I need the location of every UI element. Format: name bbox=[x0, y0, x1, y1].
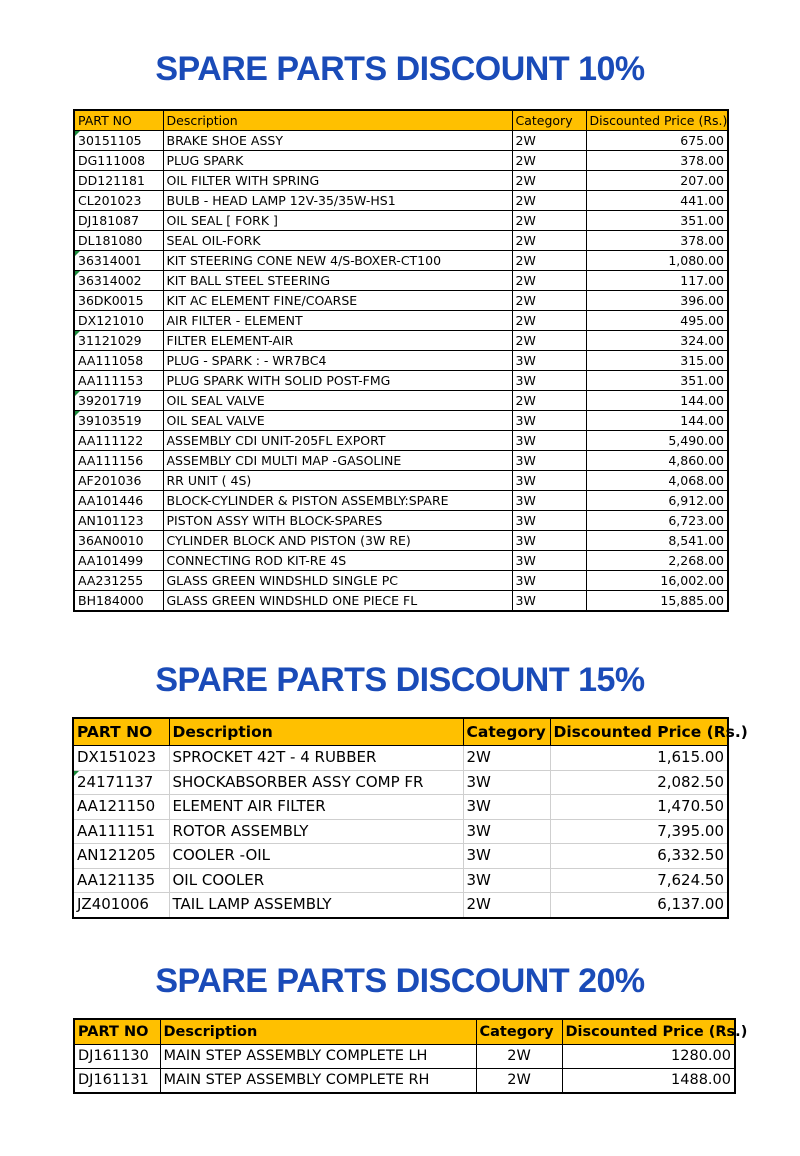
table-row bbox=[74, 431, 728, 451]
part-no-cell: AF201036 bbox=[74, 471, 163, 491]
description-cell: MAIN STEP ASSEMBLY COMPLETE LH bbox=[160, 1045, 476, 1069]
price-cell: 6,332.50 bbox=[550, 844, 728, 869]
header-price: Discounted Price (Rs.) bbox=[550, 718, 728, 746]
description-cell: PLUG - SPARK : - WR7BC4 bbox=[163, 351, 512, 371]
description-cell: AIR FILTER - ELEMENT bbox=[163, 311, 512, 331]
table-row bbox=[74, 251, 728, 271]
table-row bbox=[74, 351, 728, 371]
price-cell: 7,624.50 bbox=[550, 868, 728, 893]
price-cell: 117.00 bbox=[586, 271, 728, 291]
description-cell: ROTOR ASSEMBLY bbox=[169, 819, 463, 844]
price-cell: 315.00 bbox=[586, 351, 728, 371]
price-cell: 495.00 bbox=[586, 311, 728, 331]
table-row bbox=[74, 1045, 735, 1069]
table-row bbox=[74, 371, 728, 391]
part-no-cell: 36DK0015 bbox=[74, 291, 163, 311]
price-cell: 16,002.00 bbox=[586, 571, 728, 591]
table-row bbox=[74, 311, 728, 331]
table-row bbox=[74, 151, 728, 171]
table-row bbox=[73, 868, 728, 893]
description-cell: OIL SEAL [ FORK ] bbox=[163, 211, 512, 231]
category-cell: 2W bbox=[512, 331, 586, 351]
table-row bbox=[74, 191, 728, 211]
table-row bbox=[73, 844, 728, 869]
price-cell: 15,885.00 bbox=[586, 591, 728, 612]
price-cell: 378.00 bbox=[586, 231, 728, 251]
description-cell: MAIN STEP ASSEMBLY COMPLETE RH bbox=[160, 1069, 476, 1094]
section-title-10: SPARE PARTS DISCOUNT 10% bbox=[155, 50, 645, 88]
part-no-cell: AA231255 bbox=[74, 571, 163, 591]
header-row bbox=[74, 1019, 735, 1045]
header-price: Discounted Price (Rs.) bbox=[586, 110, 728, 131]
table-row bbox=[74, 591, 728, 612]
part-no-cell: AA121135 bbox=[73, 868, 169, 893]
description-cell: RR UNIT ( 4S) bbox=[163, 471, 512, 491]
part-no-cell: DL181080 bbox=[74, 231, 163, 251]
category-cell: 2W bbox=[512, 271, 586, 291]
table-row bbox=[73, 893, 728, 918]
table-row bbox=[74, 491, 728, 511]
price-cell: 441.00 bbox=[586, 191, 728, 211]
price-cell: 144.00 bbox=[586, 411, 728, 431]
description-cell: SPROCKET 42T - 4 RUBBER bbox=[169, 746, 463, 771]
price-cell: 2,082.50 bbox=[550, 770, 728, 795]
part-no-cell: AA101499 bbox=[74, 551, 163, 571]
category-cell: 2W bbox=[512, 131, 586, 151]
price-cell: 8,541.00 bbox=[586, 531, 728, 551]
table-row bbox=[74, 211, 728, 231]
price-cell: 1,470.50 bbox=[550, 795, 728, 820]
header-category: Category bbox=[512, 110, 586, 131]
header-part-no: PART NO bbox=[73, 718, 169, 746]
header-description: Description bbox=[160, 1019, 476, 1045]
part-no-cell: AN101123 bbox=[74, 511, 163, 531]
table-row bbox=[74, 271, 728, 291]
part-no-cell: DJ161130 bbox=[74, 1045, 160, 1069]
category-cell: 2W bbox=[512, 211, 586, 231]
table-row bbox=[74, 131, 728, 151]
header-price: Discounted Price (Rs.) bbox=[562, 1019, 735, 1045]
price-cell: 378.00 bbox=[586, 151, 728, 171]
part-no-cell: DD121181 bbox=[74, 171, 163, 191]
category-cell: 2W bbox=[463, 746, 550, 771]
part-no-cell: 39201719 bbox=[74, 391, 163, 411]
description-cell: FILTER ELEMENT-AIR bbox=[163, 331, 512, 351]
category-cell: 3W bbox=[512, 451, 586, 471]
table-row bbox=[73, 819, 728, 844]
description-cell: ASSEMBLY CDI UNIT-205FL EXPORT bbox=[163, 431, 512, 451]
category-cell: 3W bbox=[512, 531, 586, 551]
description-cell: PLUG SPARK bbox=[163, 151, 512, 171]
price-cell: 4,068.00 bbox=[586, 471, 728, 491]
category-cell: 2W bbox=[512, 171, 586, 191]
part-no-cell: DJ161131 bbox=[74, 1069, 160, 1094]
description-cell: KIT BALL STEEL STEERING bbox=[163, 271, 512, 291]
table-row bbox=[74, 551, 728, 571]
table-row bbox=[74, 331, 728, 351]
table-row bbox=[74, 291, 728, 311]
part-no-cell: 30151105 bbox=[74, 131, 163, 151]
description-cell: BLOCK-CYLINDER & PISTON ASSEMBLY:SPARE bbox=[163, 491, 512, 511]
table-row bbox=[74, 171, 728, 191]
category-cell: 3W bbox=[463, 844, 550, 869]
part-no-cell: DG111008 bbox=[74, 151, 163, 171]
category-cell: 3W bbox=[512, 571, 586, 591]
part-no-cell: AA111156 bbox=[74, 451, 163, 471]
description-cell: CYLINDER BLOCK AND PISTON (3W RE) bbox=[163, 531, 512, 551]
part-no-cell: 24171137 bbox=[73, 770, 169, 795]
category-cell: 3W bbox=[512, 511, 586, 531]
description-cell: SEAL OIL-FORK bbox=[163, 231, 512, 251]
description-cell: KIT STEERING CONE NEW 4/S-BOXER-CT100 bbox=[163, 251, 512, 271]
price-cell: 351.00 bbox=[586, 211, 728, 231]
header-description: Description bbox=[169, 718, 463, 746]
part-no-cell: 36314001 bbox=[74, 251, 163, 271]
description-cell: COOLER -OIL bbox=[169, 844, 463, 869]
discount-20-table bbox=[73, 1018, 748, 1094]
header-category: Category bbox=[463, 718, 550, 746]
price-cell: 675.00 bbox=[586, 131, 728, 151]
description-cell: OIL SEAL VALVE bbox=[163, 411, 512, 431]
table-row bbox=[74, 411, 728, 431]
table-row bbox=[74, 511, 728, 531]
category-cell: 2W bbox=[476, 1069, 562, 1094]
part-no-cell: JZ401006 bbox=[73, 893, 169, 918]
description-cell: PLUG SPARK WITH SOLID POST-FMG bbox=[163, 371, 512, 391]
discount-15-table bbox=[72, 717, 748, 919]
price-cell: 1,615.00 bbox=[550, 746, 728, 771]
price-cell: 6,912.00 bbox=[586, 491, 728, 511]
price-cell: 4,860.00 bbox=[586, 451, 728, 471]
part-no-cell: AA121150 bbox=[73, 795, 169, 820]
category-cell: 3W bbox=[512, 371, 586, 391]
price-cell: 6,137.00 bbox=[550, 893, 728, 918]
table-row bbox=[74, 391, 728, 411]
description-cell: TAIL LAMP ASSEMBLY bbox=[169, 893, 463, 918]
description-cell: SHOCKABSORBER ASSY COMP FR bbox=[169, 770, 463, 795]
part-no-cell: 31121029 bbox=[74, 331, 163, 351]
table-row bbox=[74, 531, 728, 551]
description-cell: CONNECTING ROD KIT-RE 4S bbox=[163, 551, 512, 571]
section-title-15: SPARE PARTS DISCOUNT 15% bbox=[155, 661, 645, 699]
category-cell: 3W bbox=[512, 551, 586, 571]
category-cell: 2W bbox=[463, 893, 550, 918]
category-cell: 2W bbox=[512, 191, 586, 211]
header-row bbox=[73, 718, 728, 746]
header-description: Description bbox=[163, 110, 512, 131]
price-cell: 2,268.00 bbox=[586, 551, 728, 571]
price-cell: 396.00 bbox=[586, 291, 728, 311]
table-row bbox=[74, 1069, 735, 1094]
price-cell: 207.00 bbox=[586, 171, 728, 191]
category-cell: 2W bbox=[512, 151, 586, 171]
part-no-cell: 36314002 bbox=[74, 271, 163, 291]
category-cell: 3W bbox=[463, 770, 550, 795]
category-cell: 3W bbox=[512, 491, 586, 511]
category-cell: 3W bbox=[512, 351, 586, 371]
category-cell: 2W bbox=[512, 251, 586, 271]
section-title-20: SPARE PARTS DISCOUNT 20% bbox=[155, 962, 645, 1000]
description-cell: GLASS GREEN WINDSHLD SINGLE PC bbox=[163, 571, 512, 591]
header-category: Category bbox=[476, 1019, 562, 1045]
part-no-cell: AA101446 bbox=[74, 491, 163, 511]
discount-10-table bbox=[73, 109, 729, 612]
price-cell: 324.00 bbox=[586, 331, 728, 351]
table-row bbox=[73, 746, 728, 771]
category-cell: 3W bbox=[512, 411, 586, 431]
description-cell: BRAKE SHOE ASSY bbox=[163, 131, 512, 151]
price-cell: 6,723.00 bbox=[586, 511, 728, 531]
price-cell: 1488.00 bbox=[562, 1069, 735, 1094]
part-no-cell: CL201023 bbox=[74, 191, 163, 211]
category-cell: 3W bbox=[512, 591, 586, 612]
category-cell: 2W bbox=[512, 231, 586, 251]
header-part-no: PART NO bbox=[74, 1019, 160, 1045]
description-cell: OIL COOLER bbox=[169, 868, 463, 893]
header-part-no: PART NO bbox=[74, 110, 163, 131]
price-cell: 144.00 bbox=[586, 391, 728, 411]
part-no-cell: AA111153 bbox=[74, 371, 163, 391]
part-no-cell: AA111122 bbox=[74, 431, 163, 451]
part-no-cell: AA111058 bbox=[74, 351, 163, 371]
part-no-cell: DX151023 bbox=[73, 746, 169, 771]
part-no-cell: 39103519 bbox=[74, 411, 163, 431]
part-no-cell: AA111151 bbox=[73, 819, 169, 844]
description-cell: OIL FILTER WITH SPRING bbox=[163, 171, 512, 191]
header-row bbox=[74, 110, 728, 131]
description-cell: ASSEMBLY CDI MULTI MAP -GASOLINE bbox=[163, 451, 512, 471]
price-cell: 1,080.00 bbox=[586, 251, 728, 271]
description-cell: KIT AC ELEMENT FINE/COARSE bbox=[163, 291, 512, 311]
description-cell: BULB - HEAD LAMP 12V-35/35W-HS1 bbox=[163, 191, 512, 211]
table-row bbox=[73, 795, 728, 820]
price-cell: 351.00 bbox=[586, 371, 728, 391]
category-cell: 2W bbox=[512, 311, 586, 331]
category-cell: 3W bbox=[463, 819, 550, 844]
category-cell: 3W bbox=[512, 471, 586, 491]
price-cell: 1280.00 bbox=[562, 1045, 735, 1069]
part-no-cell: DJ181087 bbox=[74, 211, 163, 231]
table-row bbox=[74, 571, 728, 591]
table-row bbox=[73, 770, 728, 795]
part-no-cell: BH184000 bbox=[74, 591, 163, 612]
description-cell: ELEMENT AIR FILTER bbox=[169, 795, 463, 820]
part-no-cell: AN121205 bbox=[73, 844, 169, 869]
price-cell: 7,395.00 bbox=[550, 819, 728, 844]
description-cell: GLASS GREEN WINDSHLD ONE PIECE FL bbox=[163, 591, 512, 612]
category-cell: 3W bbox=[463, 868, 550, 893]
category-cell: 3W bbox=[512, 431, 586, 451]
category-cell: 3W bbox=[463, 795, 550, 820]
table-row bbox=[74, 471, 728, 491]
category-cell: 2W bbox=[476, 1045, 562, 1069]
category-cell: 2W bbox=[512, 391, 586, 411]
price-cell: 5,490.00 bbox=[586, 431, 728, 451]
description-cell: OIL SEAL VALVE bbox=[163, 391, 512, 411]
part-no-cell: DX121010 bbox=[74, 311, 163, 331]
table-row bbox=[74, 451, 728, 471]
table-row bbox=[74, 231, 728, 251]
category-cell: 2W bbox=[512, 291, 586, 311]
part-no-cell: 36AN0010 bbox=[74, 531, 163, 551]
description-cell: PISTON ASSY WITH BLOCK-SPARES bbox=[163, 511, 512, 531]
